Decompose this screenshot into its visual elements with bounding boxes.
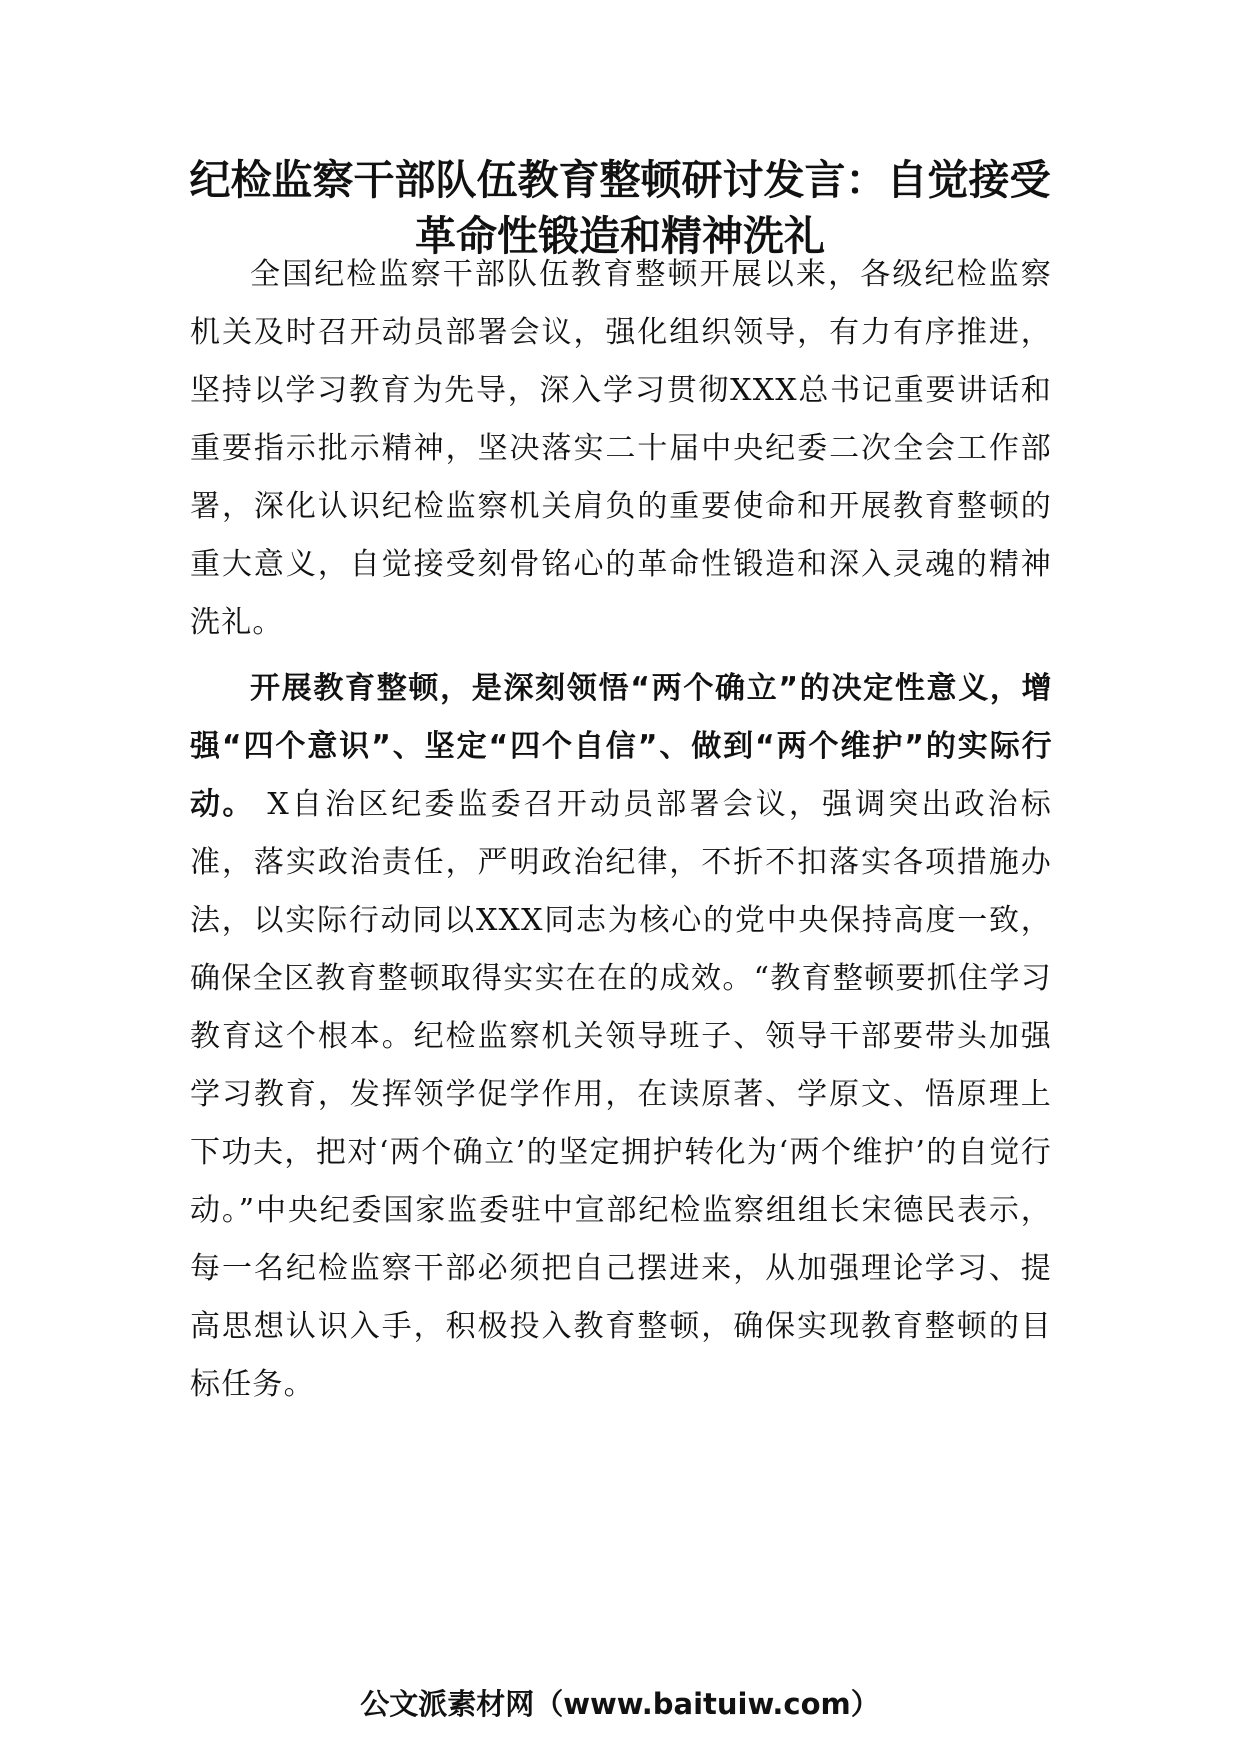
paragraph-1: 全国纪检监察干部队伍教育整顿开展以来，各级纪检监察机关及时召开动员部署会议，强化组织领导，有力有序推进，坚持以学习教育为先导，深入学习贯彻XXX总书记重要讲话和重要指示批示精神，坚决落实二十届中央纪委二次全会工作部署，深化认识纪检监察机关肩负的重要使命和开展教育整顿的重大意义，自觉接受刻骨铭心的革命性锻造和深入灵魂的精神洗礼。 [190,257,1052,640]
paragraph-2-lead: 开展教育整顿，是深刻领悟“两个确立”的决定性意义，增强“四个意识”、坚定“四个自信”、做到“两个维护”的实际行动。 [190,671,1052,822]
paragraph-2 [190,660,1052,1414]
paragraph-2-body: X自治区纪委监委召开动员部署会议，强调突出政治标准，落实政治责任，严明政治纪律，不折不扣落实各项措施办法，以实际行动同以XXX同志为核心的党中央保持高度一致，确保全区教育整顿取得实实在在的成效。“教育整顿要抓住学习教育这个根本。纪检监察机关领导班子、领导干部要带头加强学习教育，发挥领学促学作用，在读原著、学原文、悟原理上下功夫，把对‘两个确立’的坚定拥护转化为‘两个维护’的自觉行动。”中央纪委国家监委驻中宣部纪检监察组组长宋德民表示，每一名纪检监察干部必须把自己摆进来，从加强理论学习、提高思想认识入手，积极投入教育整顿，确保实现教育整顿的目标任务。 [190,787,1052,1402]
document-title: 纪检监察干部队伍教育整顿研讨发言：自觉接受革命性锻造和精神洗礼 [189,156,1051,260]
footer-watermark: 公文派素材网（www.baituiw.com） [360,1687,880,1721]
